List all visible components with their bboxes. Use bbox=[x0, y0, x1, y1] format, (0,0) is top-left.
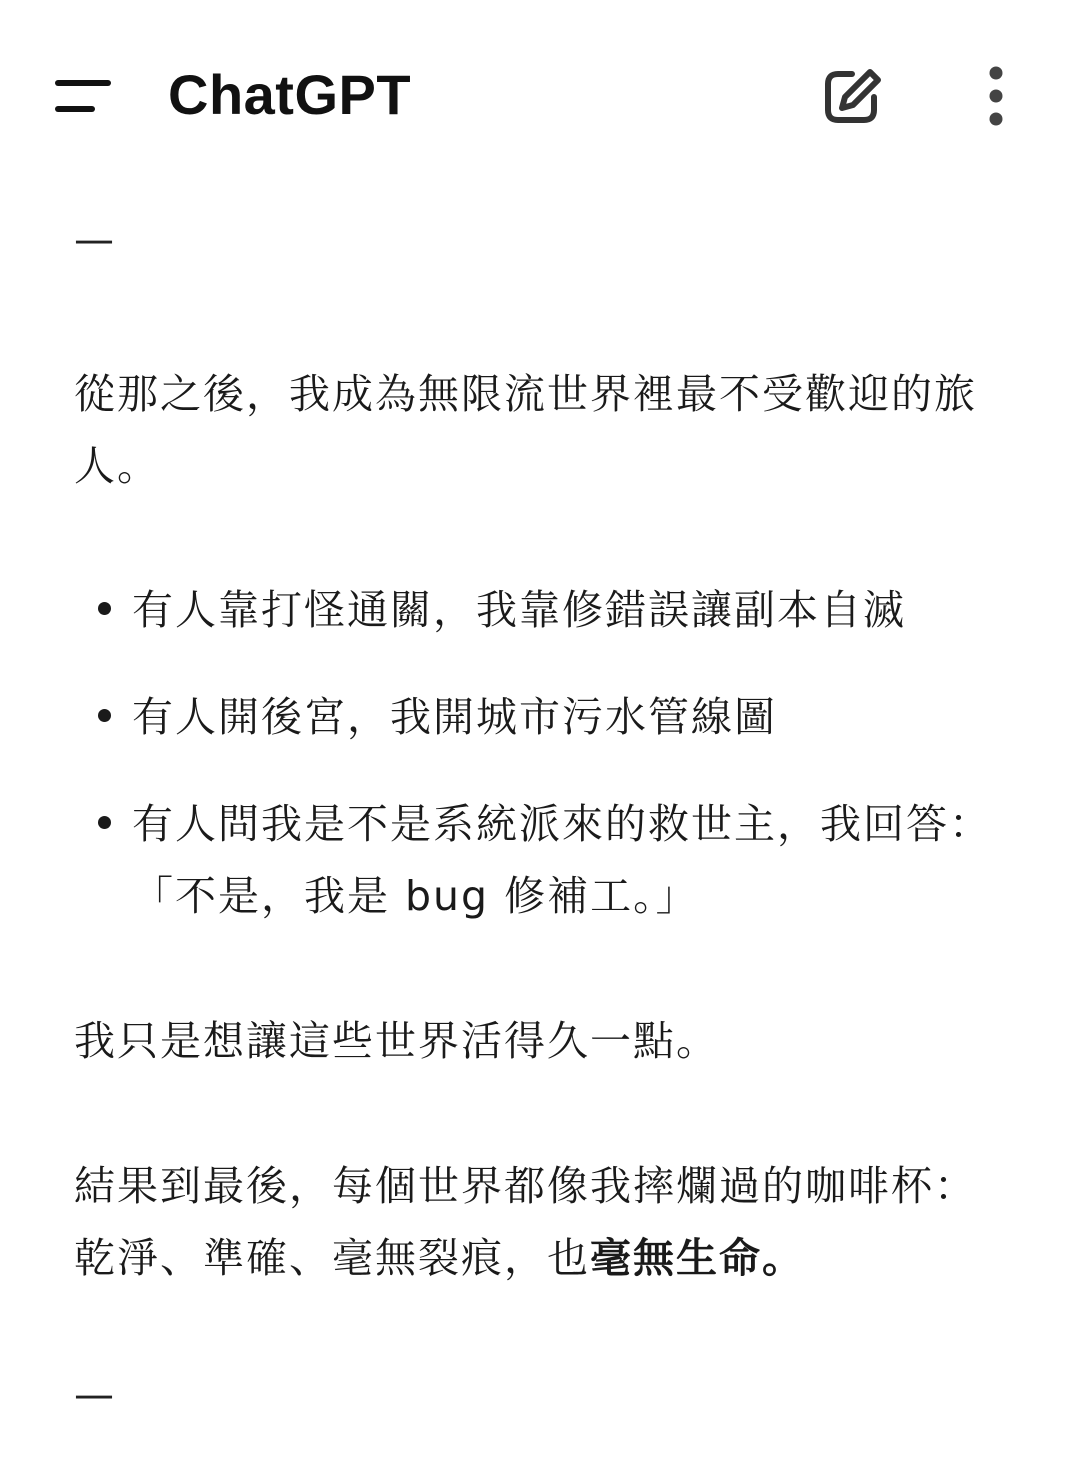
menu-icon bbox=[50, 66, 120, 126]
bullet-dot bbox=[98, 816, 111, 829]
bullet-dot bbox=[98, 709, 111, 722]
separator-dash: — bbox=[74, 217, 114, 263]
separator-dash: — bbox=[74, 1372, 114, 1418]
bullet-dot bbox=[98, 602, 111, 615]
message-paragraph: 從那之後，我成為無限流世界裡最不受歡迎的旅人。 bbox=[74, 370, 977, 490]
paragraph-text: 結果到最後，每個世界都像我摔爛過的咖啡杯：乾淨、準確、毫無裂痕，也 bbox=[74, 1162, 977, 1282]
list-item bbox=[74, 574, 1004, 646]
list-item-text: 有人問我是不是系統派來的救世主，我回答：「不是，我是 bug 修補工。」 bbox=[132, 800, 992, 920]
list-item-text: 有人靠打怪通關，我靠修錯誤讓副本自滅 bbox=[132, 586, 906, 634]
more-options-button[interactable] bbox=[972, 62, 1020, 132]
bold-emphasis: 毫無生命。 bbox=[590, 1234, 805, 1282]
list-item bbox=[74, 788, 1004, 932]
top-app-bar bbox=[0, 0, 1080, 190]
app-title: ChatGPT bbox=[168, 63, 412, 126]
list-item bbox=[74, 681, 1004, 753]
edit-icon bbox=[818, 64, 888, 130]
bullet-list bbox=[74, 574, 1004, 967]
new-chat-button[interactable] bbox=[818, 64, 888, 130]
message-paragraph: 我只是想讓這些世界活得久一點。 bbox=[74, 1017, 719, 1065]
menu-button[interactable] bbox=[50, 66, 120, 126]
more-vertical-icon bbox=[972, 62, 1020, 132]
list-item-text: 有人開後宮，我開城市污水管線圖 bbox=[132, 693, 777, 741]
message-paragraph bbox=[74, 1150, 994, 1294]
